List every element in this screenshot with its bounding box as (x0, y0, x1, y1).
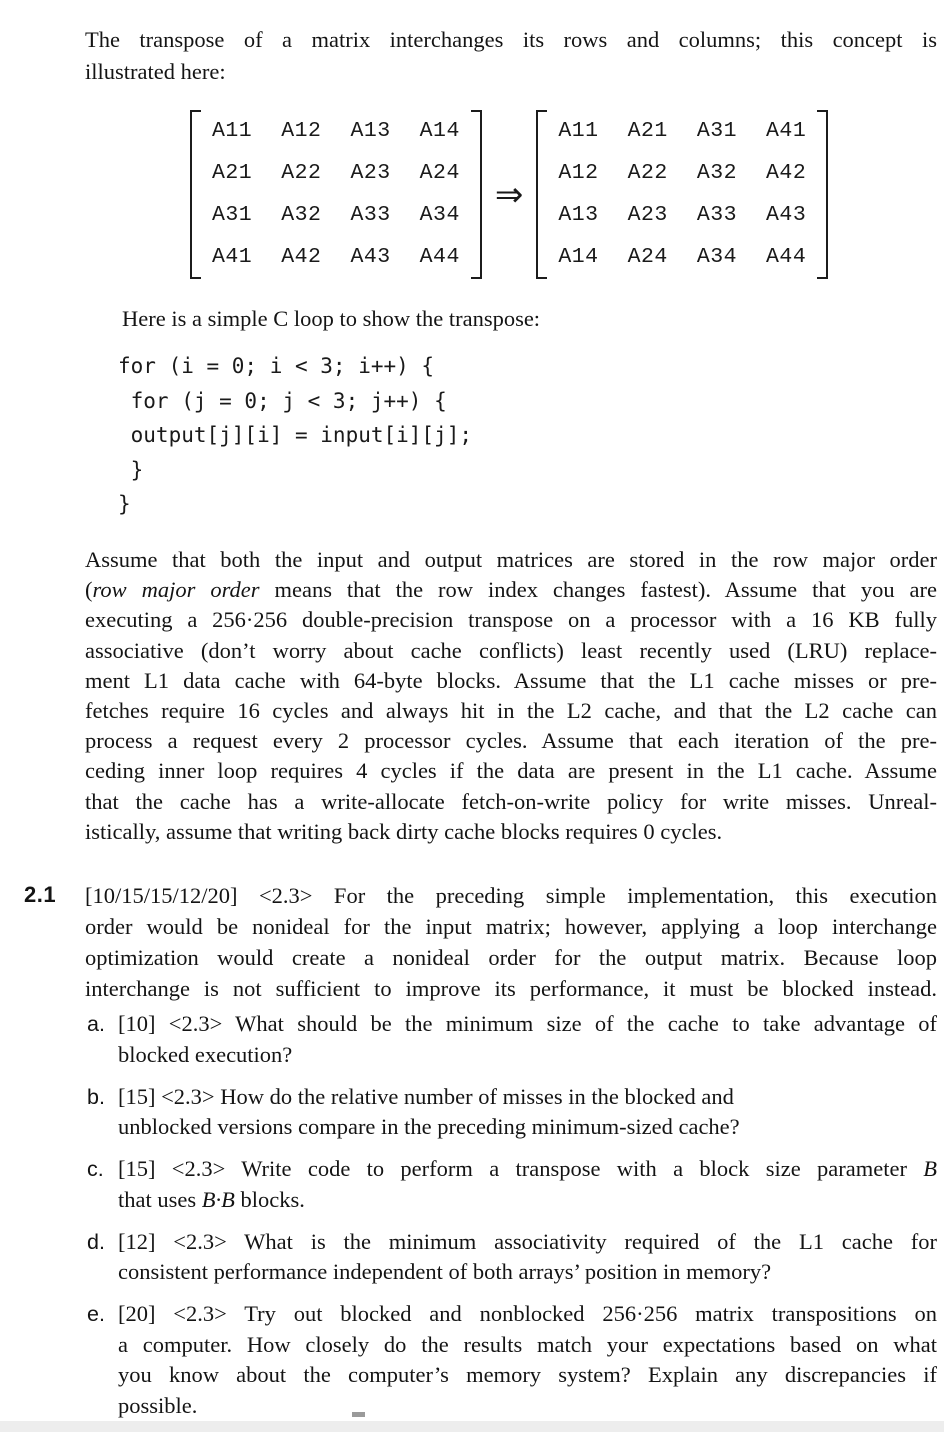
matrix-cell: A21 (627, 119, 668, 143)
item-text (118, 1154, 937, 1215)
code-line: for (i = 0; i < 3; i++) { (118, 354, 435, 378)
matrix-cell: A43 (766, 203, 807, 227)
text-line: The transpose of a matrix interchanges its rows and columns; this concept is (85, 27, 937, 52)
item-text (118, 1009, 937, 1070)
matrix-cell: A13 (350, 119, 391, 143)
matrix-cell: A31 (212, 203, 253, 227)
matrix-cell: A14 (419, 119, 460, 143)
text-line: interchange is not sufficient to improve its performance, it must be blocked instead. (85, 976, 937, 1001)
exercise-item-b (87, 1082, 937, 1143)
scan-artifact (352, 1412, 365, 1417)
intro-paragraph (85, 24, 937, 88)
item-label: b. (87, 1084, 105, 1109)
exercise-item-c (87, 1154, 937, 1215)
matrix-cell: A44 (419, 245, 460, 269)
item-label: e. (87, 1302, 105, 1326)
item-label: c. (87, 1157, 104, 1181)
matrix-cell: A31 (696, 119, 738, 143)
text-line: that uses B·B blocks. (118, 1186, 305, 1212)
exercise-item-a (87, 1009, 937, 1070)
exercise-item-e (87, 1299, 937, 1421)
matrix-cell: A23 (627, 203, 668, 227)
text-line: [15] <2.3> Write code to perform a transpose with a block size parameter B (118, 1156, 937, 1181)
bracket-right-icon (817, 110, 828, 279)
matrix-original-grid (201, 110, 471, 279)
matrix-cell: A24 (627, 245, 668, 269)
matrix-cell: A41 (766, 119, 807, 143)
matrix-transpose-figure (190, 110, 828, 279)
bracket-left-icon (536, 110, 547, 279)
matrix-cell: A42 (281, 245, 322, 269)
text-line: Assume that both the input and output matrices are stored in the row major order (85, 547, 937, 572)
item-text (118, 1299, 937, 1421)
code-line: output[j][i] = input[i][j]; (118, 423, 473, 447)
text-line: unblocked versions compare in the preceding minimum-sized cache? (118, 1114, 740, 1139)
implies-arrow-icon: ⇒ (494, 174, 524, 215)
text-line: optimization would create a nonideal order for the output matrix. Because loop (85, 945, 937, 970)
text-line: associative (don’t worry about cache conflicts) least recently used (LRU) replace- (85, 637, 937, 663)
matrix-cell: A12 (558, 161, 599, 185)
code-line: } (118, 457, 144, 482)
exercise-item-d (87, 1227, 937, 1288)
matrix-cell: A34 (696, 245, 738, 269)
matrix-cell: A22 (627, 161, 668, 185)
exercise-paragraph (85, 880, 937, 1004)
text-line: process a request every 2 processor cycles. Assume that each iteration of the pre- (85, 728, 937, 754)
matrix-cell: A32 (696, 161, 738, 185)
text-line: executing a 256·256 double-precision transpose on a processor with a 16 KB fully (85, 607, 937, 633)
matrix-cell: A11 (212, 119, 253, 143)
matrix-transposed (536, 110, 828, 279)
matrix-cell: A14 (558, 245, 599, 269)
item-label: a. (87, 1012, 105, 1036)
code-line: for (j = 0; j < 3; j++) { (118, 388, 447, 413)
matrix-cell: A23 (350, 161, 391, 185)
matrix-cell: A22 (281, 161, 322, 185)
matrix-cell: A33 (696, 203, 738, 227)
text-line: [10/15/15/12/20] <2.3> For the preceding simple implementation, this execution (85, 883, 937, 908)
text-line: [20] <2.3> Try out blocked and nonblocked 256·256 matrix transpositions on (118, 1301, 937, 1326)
text-line: you know about the computer’s memory system? Explain any discrepancies if (118, 1362, 937, 1387)
item-text (118, 1227, 937, 1288)
text-line: [15] <2.3> How do the relative number of misses in the blocked and (118, 1083, 734, 1109)
bracket-right-icon (471, 110, 482, 279)
assumptions-paragraph (85, 545, 937, 847)
text-line: consistent performance independent of both arrays’ position in memory? (118, 1259, 772, 1284)
matrix-original (190, 110, 482, 279)
matrix-cell: A24 (419, 161, 460, 185)
matrix-cell: A13 (558, 203, 599, 227)
matrix-transposed-grid (547, 110, 817, 279)
text-line: blocked execution? (118, 1041, 293, 1067)
text-line: ceding inner loop requires 4 cycles if the data are present in the L1 cache. Assume (85, 758, 937, 784)
text-line: possible. (118, 1392, 198, 1418)
exercise-number: 2.1 (24, 882, 57, 907)
bracket-left-icon (190, 110, 201, 279)
code-line: } (118, 492, 131, 516)
text-line: istically, assume that writing back dirty cache blocks requires 0 cycles. (85, 818, 723, 844)
text-line: fetches require 16 cycles and always hit in the L2 cache, and that the L2 cache can (85, 698, 937, 724)
matrix-cell: A42 (766, 161, 807, 185)
matrix-cell: A11 (558, 119, 599, 143)
text-line: [12] <2.3> What is the minimum associativity required of the L1 cache for (118, 1228, 937, 1254)
c-code-block (118, 349, 472, 522)
code-intro-text: Here is a simple C loop to show the transpose: (122, 306, 541, 331)
matrix-cell: A44 (766, 245, 807, 269)
text-line: illustrated here: (85, 59, 226, 84)
item-text (118, 1082, 937, 1143)
matrix-cell: A41 (212, 245, 253, 269)
text-line: order would be nonideal for the input matrix; however, applying a loop interchange (85, 914, 937, 939)
matrix-cell: A34 (419, 203, 460, 227)
item-label: d. (87, 1229, 105, 1254)
matrix-cell: A43 (350, 245, 391, 269)
text-line: [10] <2.3> What should be the minimum size of the cache to take advantage of (118, 1011, 937, 1036)
text-line: a computer. How closely do the results match your expectations based on what (118, 1331, 937, 1357)
page-bottom-bar (0, 1421, 944, 1432)
matrix-cell: A32 (281, 203, 322, 227)
matrix-cell: A33 (350, 203, 391, 227)
matrix-cell: A21 (212, 161, 253, 185)
text-line: ment L1 data cache with 64-byte blocks. Assume that the L1 cache misses or pre- (85, 667, 937, 693)
text-line: (row major order means that the row index changes fastest). Assume that you are (85, 577, 937, 603)
text-line: that the cache has a write-allocate fetch-on-write policy for write misses. Unreal- (85, 788, 937, 814)
matrix-cell: A12 (281, 119, 322, 143)
exercise-item-list (87, 1009, 937, 1432)
